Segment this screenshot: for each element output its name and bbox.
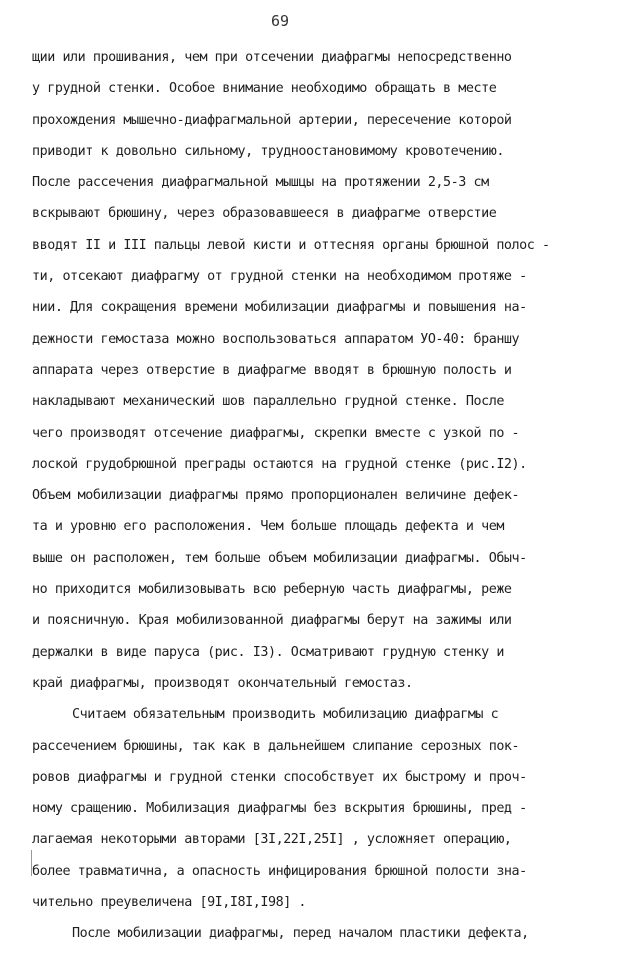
text-line: держалки в виде паруса (рис. I3). Осматривают грудную стенку и xyxy=(32,644,504,660)
text-line: и поясничную. Края мобилизованной диафрагмы берут на зажимы или xyxy=(32,613,512,629)
paragraph-first-line: После мобилизации диафрагмы, перед началом пластики дефекта, xyxy=(72,926,529,942)
text-line: лагаемая некоторыми авторами [3I,22I,25I] , усложняет операцию, xyxy=(32,832,512,848)
text-line: ти, отсекают диафрагму от грудной стенки на необходимом протяже - xyxy=(32,269,527,285)
text-line: вскрывают брюшину, через образовавшееся в диафрагме отверстие xyxy=(32,206,497,222)
text-line: прохождения мышечно-диафрагмальной артерии, пересечение которой xyxy=(32,112,512,128)
text-line: но приходится мобилизовывать всю реберную часть диафрагмы, реже xyxy=(32,582,512,598)
text-line: рассечением брюшины, так как в дальнейшем слипание серозных пок- xyxy=(32,738,520,754)
margin-rule xyxy=(31,850,32,876)
text-line: чего производят отсечение диафрагмы, скрепки вместе с узкой по - xyxy=(32,425,520,441)
text-line: щии или прошивания, чем при отсечении диафрагмы непосредственно xyxy=(32,50,512,65)
text-line: ному сращению. Мобилизация диафрагмы без вскрытия брюшины, пред - xyxy=(32,801,527,817)
paragraph-first-line: Считаем обязательным производить мобилизацию диафрагмы с xyxy=(72,707,499,723)
text-line: дежности гемостаза можно воспользоваться аппаратом УО-40: браншу xyxy=(32,331,520,347)
text-line: ровов диафрагмы и грудной стенки способствует их быстрому и проч- xyxy=(32,769,527,785)
text-line: нии. Для сокращения времени мобилизации диафрагмы и повышения на- xyxy=(32,300,527,316)
text-line: накладывают механический шов параллельно грудной стенке. После xyxy=(32,394,504,410)
text-line: вводят II и III пальцы левой кисти и оттесняя органы брюшной полос - xyxy=(32,237,550,253)
text-line: та и уровню его расположения. Чем больше площадь дефекта и чем xyxy=(32,519,504,535)
text-line: выше он расположен, тем больше объем мобилизации диафрагмы. Обыч- xyxy=(32,550,527,566)
text-line: более травматична, а опасность инфицирования брюшной полости зна- xyxy=(32,863,527,879)
text-line: приводит к довольно сильному, трудноостановимому кровотечению. xyxy=(32,143,504,159)
text-line: аппарата через отверстие в диафрагме вводят в брюшную полость и xyxy=(32,362,512,378)
text-line: чительно преувеличена [9I,I8I,I98] . xyxy=(32,895,307,911)
text-line: у грудной стенки. Особое внимание необходимо обращать в месте xyxy=(32,81,497,97)
body-text xyxy=(32,42,590,950)
text-line: лоской грудобрюшной преграды остаются на грудной стенке (рис.I2). xyxy=(32,456,527,472)
text-line: После рассечения диафрагмальной мышцы на протяжении 2,5-3 см xyxy=(32,175,489,191)
text-line: Объем мобилизации диафрагмы прямо пропорционален величине дефек- xyxy=(32,488,520,504)
text-line: край диафрагмы, производят окончательный гемостаз. xyxy=(32,675,413,691)
page-number: 69 xyxy=(270,12,290,30)
